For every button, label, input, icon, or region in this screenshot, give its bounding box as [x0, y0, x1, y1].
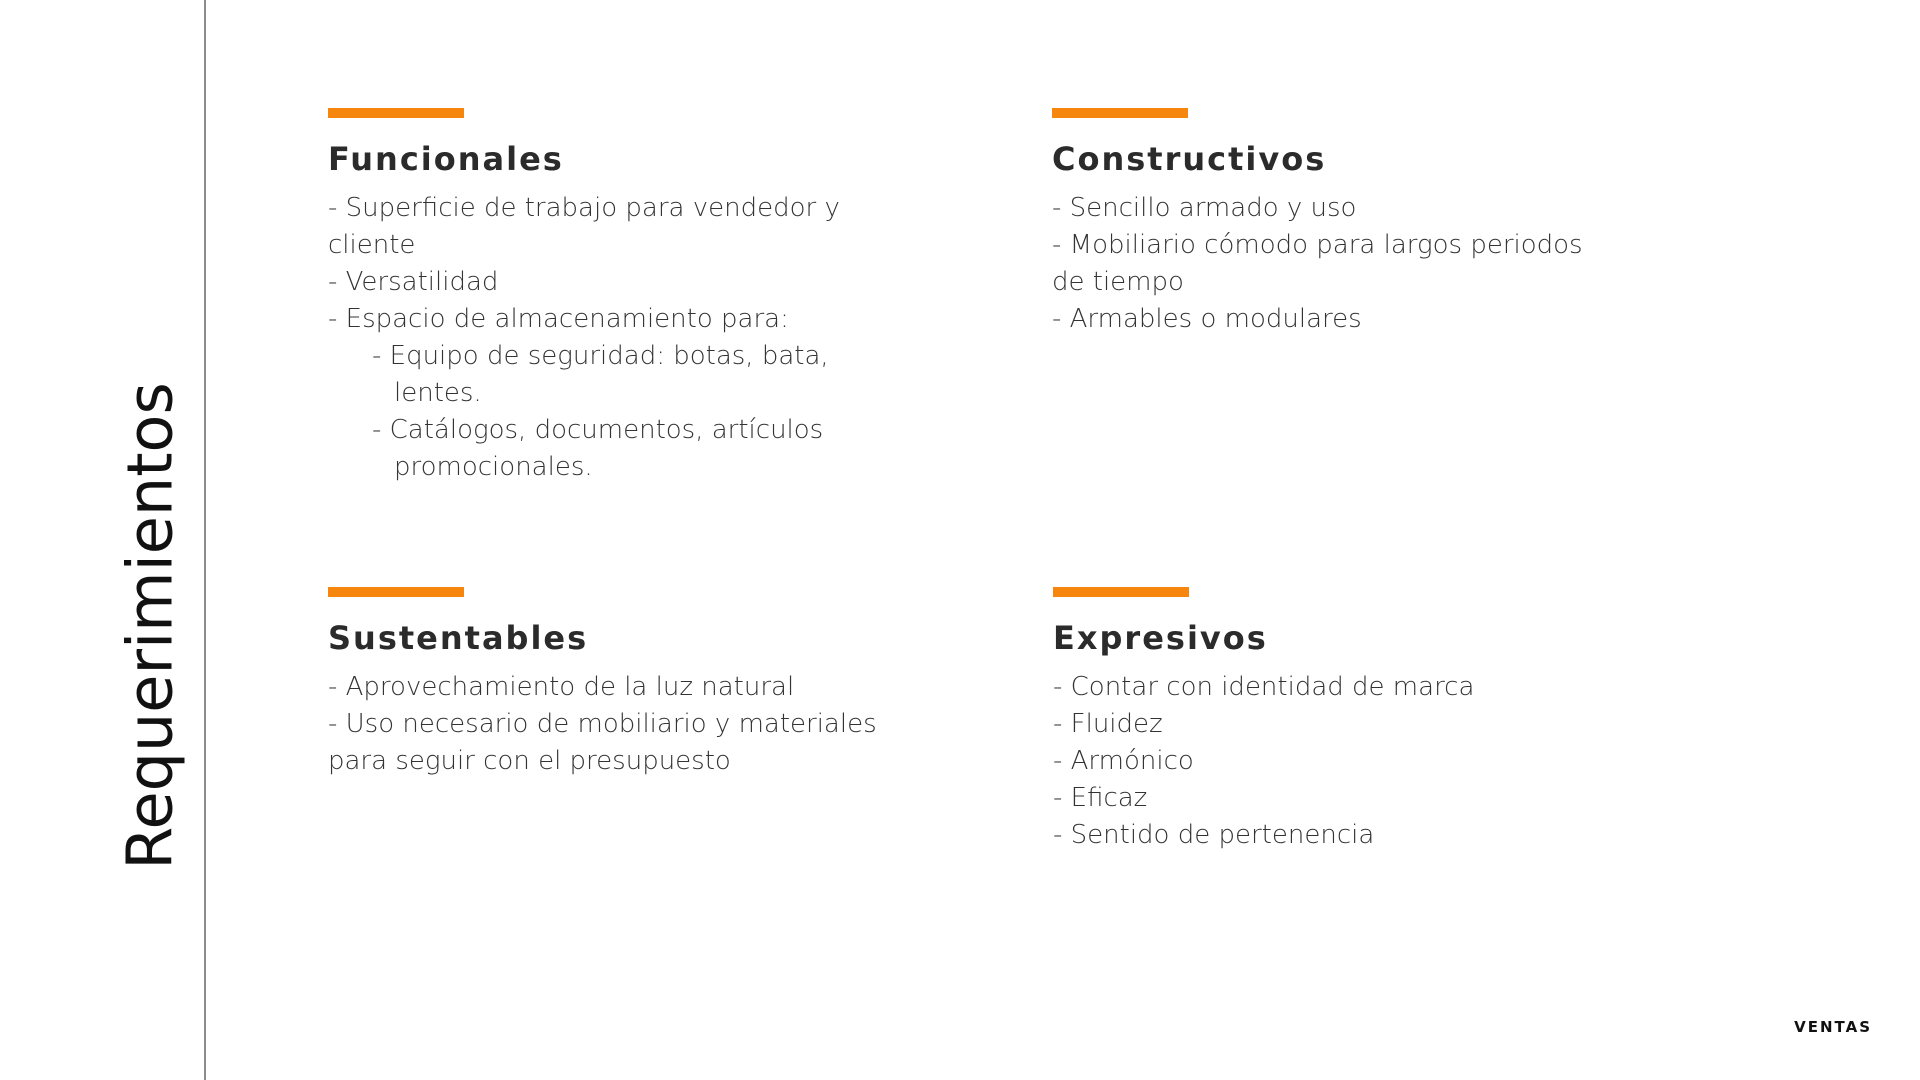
list-item: para seguir con el presupuesto — [328, 746, 731, 776]
accent-bar — [1053, 587, 1189, 597]
list-item: - Espacio de almacenamiento para: — [328, 304, 789, 334]
list-item: - Fluidez — [1053, 709, 1163, 739]
section-title: Sustentables — [328, 619, 589, 657]
accent-bar — [328, 108, 464, 118]
list-item: - Sencillo armado y uso — [1052, 193, 1357, 223]
section-title: Funcionales — [328, 140, 564, 178]
item-list — [328, 190, 928, 486]
item-list — [328, 669, 928, 780]
list-item: - Aprovechamiento de la luz natural — [328, 672, 795, 702]
item-list — [1053, 669, 1653, 854]
list-item: - Eficaz — [1053, 783, 1148, 813]
list-item: - Contar con identidad de marca — [1053, 672, 1475, 702]
list-item: - Superficie de trabajo para vendedor y — [328, 193, 840, 223]
list-item: - Armónico — [1053, 746, 1194, 776]
section-funcionales — [328, 108, 928, 486]
list-subitem: - Equipo de seguridad: botas, bata, — [372, 341, 829, 371]
list-subitem: - Catálogos, documentos, artículos — [372, 415, 824, 445]
section-expresivos — [1053, 587, 1653, 854]
list-item: - Sentido de pertenencia — [1053, 820, 1375, 850]
list-item: - Armables o modulares — [1052, 304, 1362, 334]
section-sustentables — [328, 587, 928, 780]
accent-bar — [1052, 108, 1188, 118]
list-item: - Uso necesario de mobiliario y materiales — [328, 709, 877, 739]
sidebar-divider — [204, 0, 206, 1080]
list-item: cliente — [328, 230, 416, 260]
list-item: - Versatilidad — [328, 267, 499, 297]
slide-title: Requerimientos — [113, 382, 187, 870]
accent-bar — [328, 587, 464, 597]
section-title: Constructivos — [1052, 140, 1327, 178]
list-subitem: promocionales. — [394, 452, 593, 482]
list-item: de tiempo — [1052, 267, 1184, 297]
list-subitem: lentes. — [394, 378, 482, 408]
footer-label: VENTAS — [1794, 1018, 1872, 1036]
list-item: - Mobiliario cómodo para largos periodos — [1052, 230, 1583, 260]
item-list — [1052, 190, 1652, 338]
section-constructivos — [1052, 108, 1652, 338]
section-title: Expresivos — [1053, 619, 1268, 657]
